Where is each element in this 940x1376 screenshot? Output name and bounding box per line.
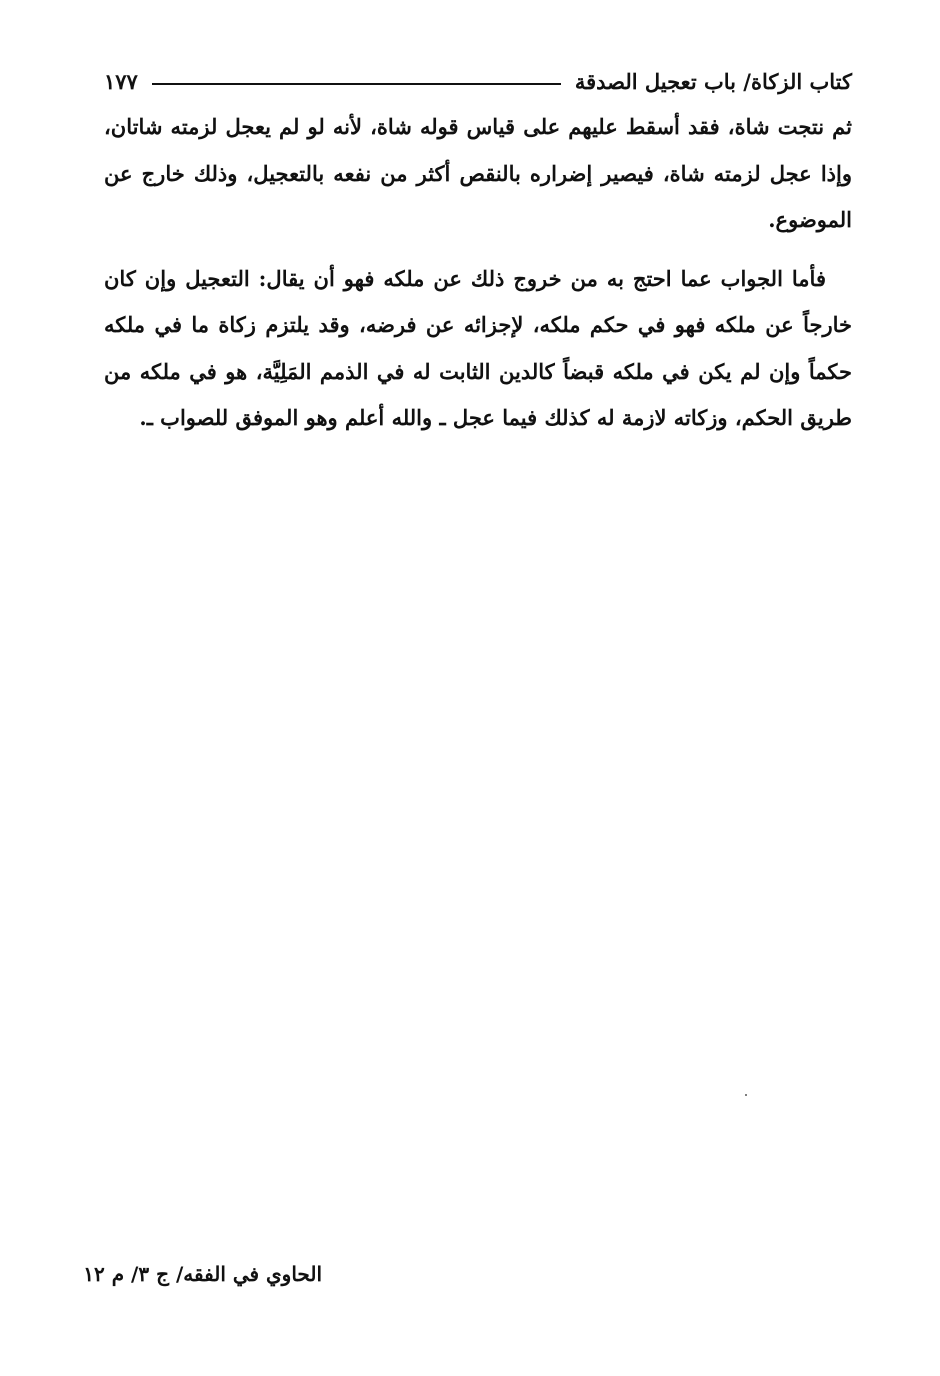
paragraph-1: ثم نتجت شاة، فقد أسقط عليهم على قياس قوله شاة، لأنه لو لم يعجل لزمته شاتان، وإذا عجل لزمته شاة، فيصير إضراره بالنقص أكثر من نفعه بالتعجيل، وذلك خارج عن الموضوع. — [104, 114, 852, 232]
header-rule — [152, 83, 561, 85]
footer-signature: الحاوي في الفقه/ ج ٣/ م ١٢ — [83, 1262, 322, 1286]
paragraph-2: فأما الجواب عما احتج به من خروج ذلك عن ملكه فهو أن يقال: التعجيل وإن كان خارجاً عن ملكه فهو في حكم ملكه، لإجزائه عن فرضه، وقد يلتزم زكاة ما في ملكه حكماً وإن لم يكن في ملكه قبضاً كالدين الثابت له في الذمم المَلِيَّة، هو في ملكه من طريق الحكم، وزكاته لازمة له كذلك فيما عجل ـ والله أعلم وهو الموفق للصواب ـ. — [104, 265, 852, 430]
body-text — [104, 104, 852, 442]
running-header — [104, 64, 852, 98]
page-number: ١٧٧ — [104, 68, 138, 94]
header-title: كتاب الزكاة/ باب تعجيل الصدقة — [574, 68, 852, 94]
scan-speck — [745, 1094, 747, 1096]
